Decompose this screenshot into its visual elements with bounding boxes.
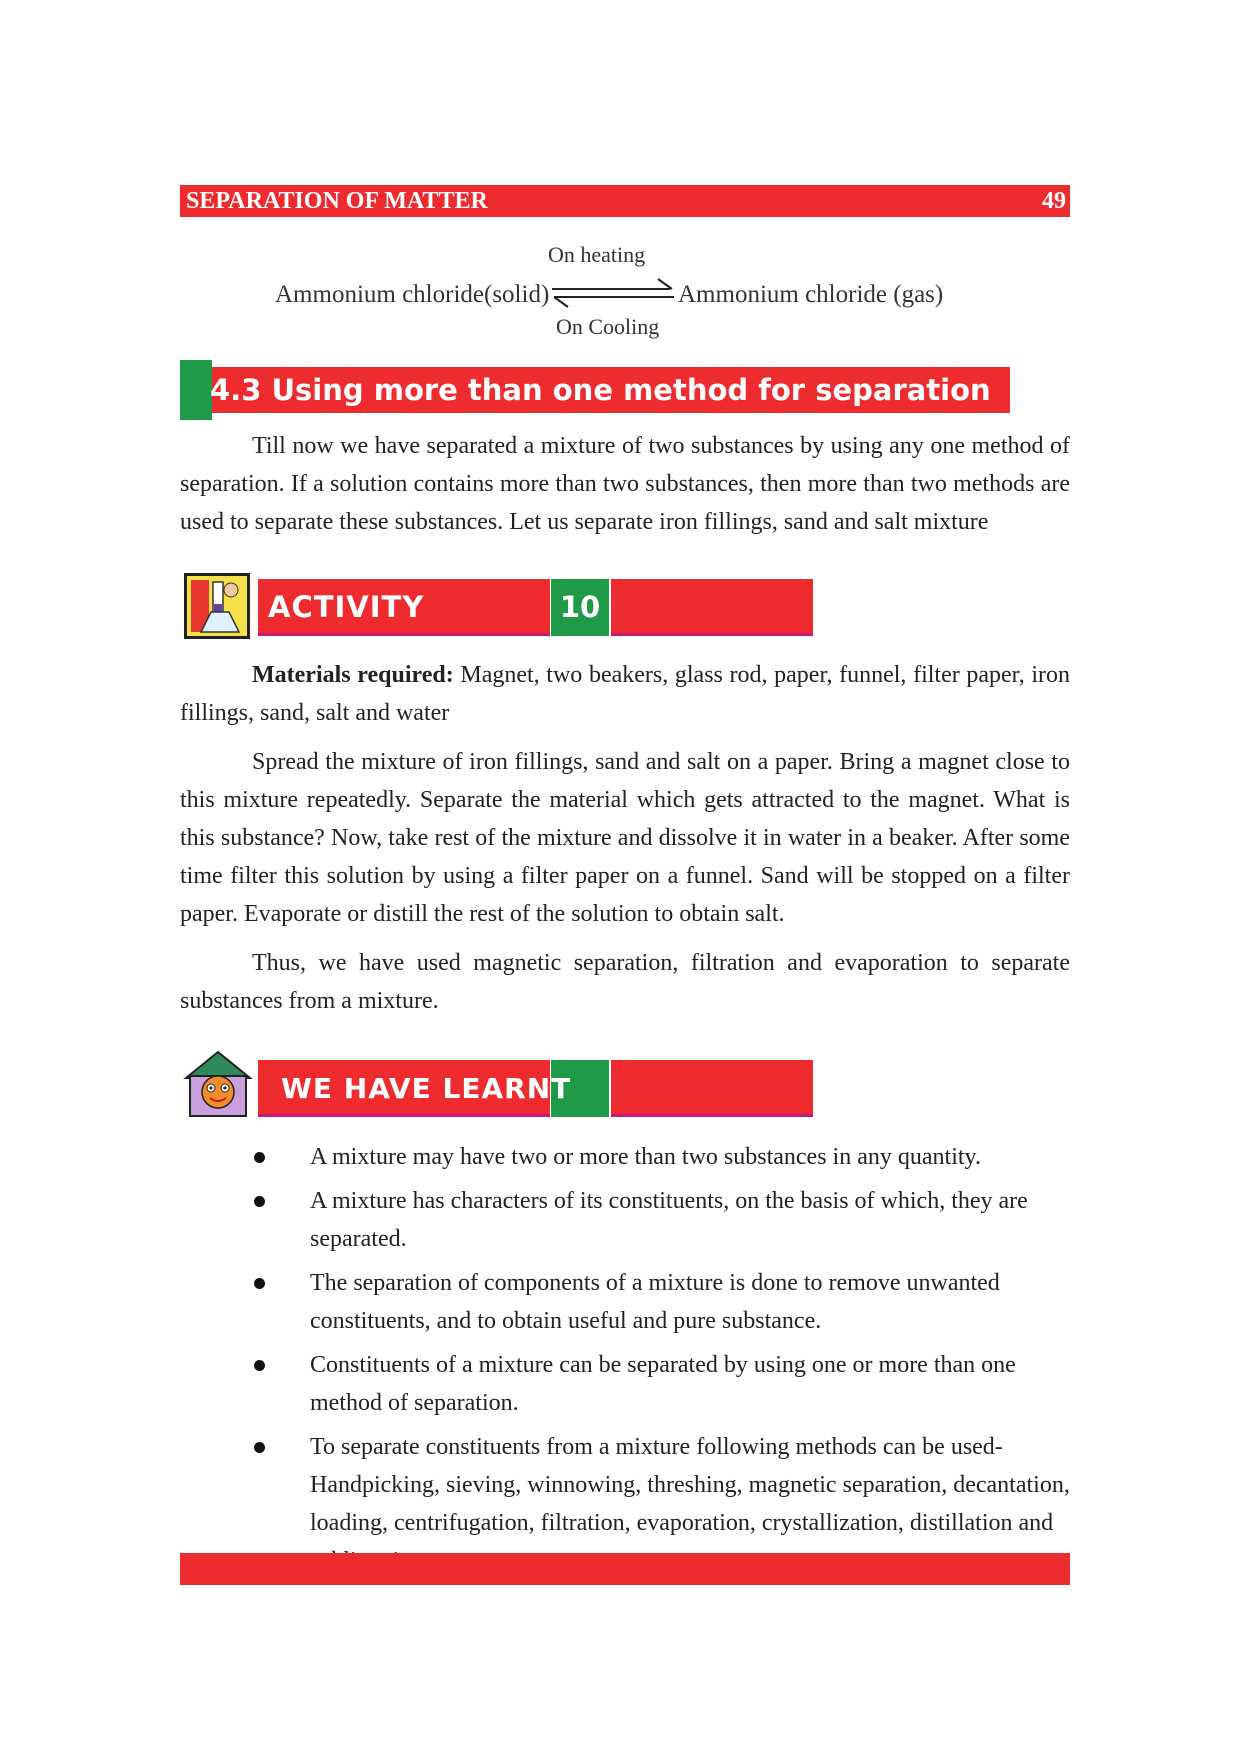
conclusion-paragraph [180, 944, 1070, 1020]
section-green-tab [180, 360, 212, 420]
activity-label: ACTIVITY [268, 590, 425, 624]
list-item-text: To separate constituents from a mixture following methods can be used- Handpicking, sieving, winnowing, threshing, magnetic separation, decantation, loading, centrifugation, filtration, evaporation, crystallization, distillation and [310, 1434, 1070, 1536]
bullet-icon [254, 1278, 265, 1289]
lab-equipment-icon [184, 573, 250, 639]
list-item [240, 1138, 1070, 1176]
procedure-text: Spread the mixture of iron fillings, sand and salt on a paper. Bring a magnet close to this mixture repeatedly. Separate the material which gets attracted to the magnet. What is this substance? Now, take rest of the mixture and dissolve it in water in a beaker. After some time filter this solution by using a filter paper on a funnel. Sand will be stopped on a filter paper. Evaporate or distill the rest of the solution to obtain salt. [180, 749, 1070, 927]
conclusion-text: Thus, we have used magnetic separation, filtration and evaporation to separate substances from a mixture. [180, 950, 1070, 1014]
page-footer-bar [180, 1553, 1070, 1585]
materials-paragraph [180, 656, 1070, 732]
list-item [240, 1346, 1070, 1422]
bullet-icon [254, 1442, 265, 1453]
chapter-title: SEPARATION OF MATTER [186, 188, 488, 214]
reactant: Ammonium chloride(solid) [275, 281, 550, 308]
list-item-text: Constituents of a mixture can be separated by using one or more than one method of separation. [310, 1352, 1016, 1416]
list-item [240, 1182, 1070, 1258]
list-item-text: The separation of components of a mixture is done to remove unwanted constituents, and to obtain useful and pure substance. [310, 1270, 1000, 1334]
materials-text: Magnet, two beakers, glass rod, paper, funnel, filter paper, iron fillings, sand, salt and water [180, 662, 1070, 726]
learnt-label: WE HAVE LEARNT [281, 1072, 572, 1105]
bullet-icon [254, 1360, 265, 1371]
intro-text: Till now we have separated a mixture of two substances by using any one method of separation. If a solution contains more than two substances, then more than two methods are used to separate these substances. Let us separate iron fillings, sand and salt mixture [180, 433, 1070, 535]
page-number: 49 [1042, 188, 1066, 214]
activity-number: 10 [559, 590, 601, 624]
materials-label: Materials required: [252, 662, 454, 688]
intro-paragraph [180, 427, 1070, 541]
product: Ammonium chloride (gas) [678, 281, 944, 308]
reversible-arrow-icon [550, 276, 676, 310]
section-title: 4.3 Using more than one method for separation [210, 373, 991, 407]
bullet-icon [254, 1196, 265, 1207]
forward-condition: On heating [548, 242, 646, 267]
page-header [180, 185, 1070, 217]
list-item-text: A mixture may have two or more than two substances in any quantity. [310, 1144, 981, 1170]
activity-bar-right [611, 579, 813, 636]
learnt-list [240, 1138, 1070, 1586]
learnt-bar-right [611, 1060, 813, 1117]
mascot-icon [182, 1048, 254, 1120]
list-item [240, 1264, 1070, 1340]
reverse-condition: On Cooling [556, 314, 660, 339]
bullet-icon [254, 1152, 265, 1163]
procedure-paragraph [180, 743, 1070, 933]
list-item-text: A mixture has characters of its constituents, on the basis of which, they are separated. [310, 1188, 1028, 1252]
